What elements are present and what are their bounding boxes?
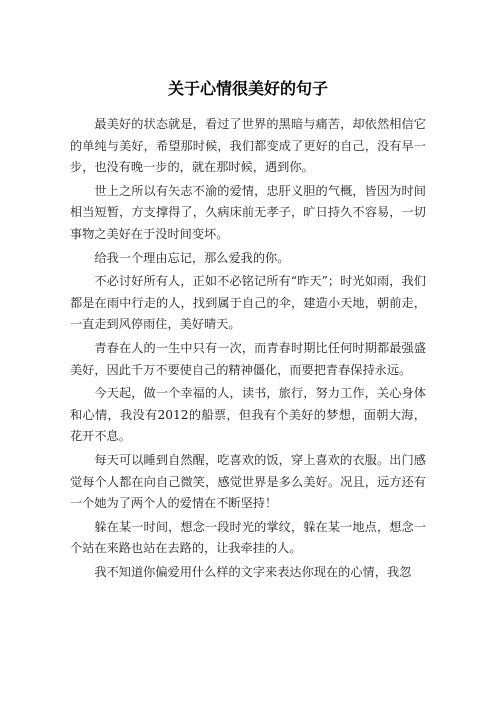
document-title: 关于心情很美好的句子 — [167, 79, 328, 98]
paragraph: 每天可以睡到自然醒，吃喜欢的饭，穿上喜欢的衣服。出门感觉每个人都在向自己微笑，感觉世界是多么美好。况且，远方还有一个她为了两个人的爱情在不断坚持！ — [70, 452, 426, 511]
paragraph: 不必讨好所有人，正如不必铭记所有“昨天”；时光如雨，我们都是在雨中行走的人，找到属于自己的伞，建造小天地，朝前走，一直走到风停雨住，美好晴天。 — [70, 274, 426, 332]
paragraph: 我不知道你偏爱用什么样的文字来表达你现在的心情，我忽 — [94, 564, 412, 579]
paragraph: 青春在人的一生中只有一次，而青春时期比任何时期都最强盛美好，因此千万不要使自己的精神僵化，而要把青春保持永远。 — [70, 340, 426, 377]
paragraph: 今天起，做一个幸福的人，读书，旅行，努力工作，关心身体和心情，我没有2012的船票，但我有个美好的梦想，面朝大海，花开不息。 — [70, 386, 426, 444]
document-body — [70, 114, 426, 585]
paragraph: 给我一个理由忘记，那么爱我的你。 — [94, 250, 290, 265]
paragraph: 躲在某一时间，想念一段时光的掌纹，躲在某一地点，想念一个站在来路也站在去路的，让我牵挂的人。 — [70, 519, 426, 556]
paragraph: 最美好的状态就是，看过了世界的黑暗与痛苦，却依然相信它的单纯与美好，希望那时候，我们都变成了更好的自己，没有早一步，也没有晚一步的，就在那时候，遇到你。 — [70, 117, 426, 175]
paragraph: 世上之所以有矢志不渝的爱情，忠肝义胆的气概，皆因为时间相当短暂，方支撑得了，久病床前无孝子，旷日持久不容易，一切事物之美好在于没时间变坏。 — [70, 183, 426, 241]
